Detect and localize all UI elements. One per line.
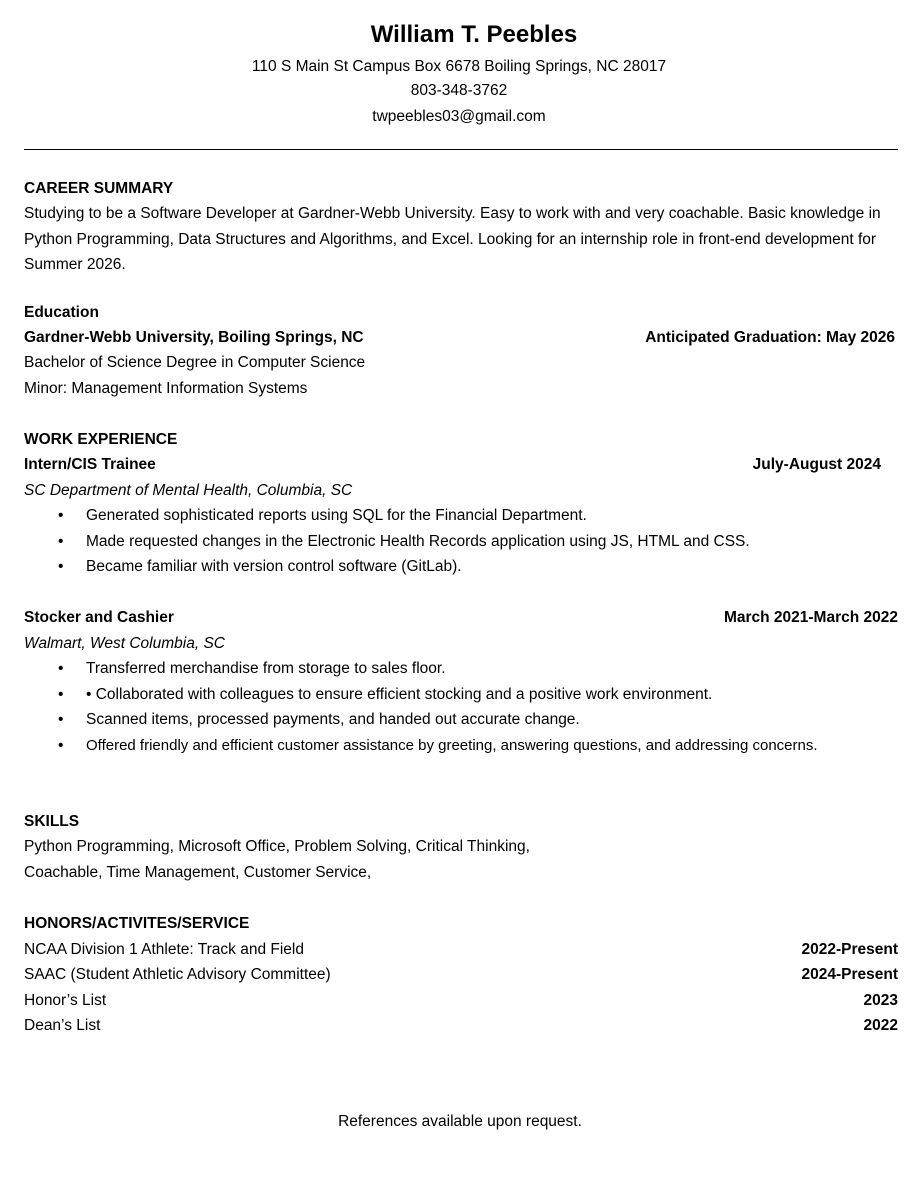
bullet-marker: • — [58, 533, 64, 550]
header-divider — [24, 149, 898, 150]
bullet-marker: • — [58, 507, 64, 524]
job-dates: July-August 2024 — [752, 456, 881, 473]
job-title: Stocker and Cashier — [24, 609, 174, 626]
email: twpeebles03@gmail.com — [372, 108, 546, 125]
job-title: Intern/CIS Trainee — [24, 456, 156, 473]
phone: 803-348-3762 — [410, 82, 508, 99]
bullet-marker: • — [58, 558, 64, 575]
job-bullet: Transferred merchandise from storage to sales floor. — [86, 660, 446, 677]
job-bullet: Offered friendly and efficient customer assistance by greeting, answering questions, and addressing concerns. — [86, 737, 818, 754]
applicant-name: William T. Peebles — [370, 21, 578, 48]
minor: Minor: Management Information Systems — [24, 380, 308, 397]
job-bullet: Scanned items, processed payments, and handed out accurate change. — [86, 711, 580, 728]
job-employer: SC Department of Mental Health, Columbia, SC — [24, 482, 353, 499]
honor-date: 2024-Present — [801, 966, 898, 983]
work-experience-heading: WORK EXPERIENCE — [24, 431, 178, 448]
job-bullet: Made requested changes in the Electronic Health Records application using JS, HTML and CSS. — [86, 533, 750, 550]
skills-heading: SKILLS — [24, 813, 80, 830]
bullet-marker: • — [58, 711, 64, 728]
honor-label: Honor’s List — [24, 992, 107, 1009]
job-bullet: • Collaborated with colleagues to ensure efficient stocking and a positive work environment. — [86, 686, 713, 703]
job-bullet: Became familiar with version control software (GitLab). — [86, 558, 462, 575]
job-dates: March 2021-March 2022 — [723, 609, 898, 626]
honor-date: 2022-Present — [801, 941, 898, 958]
honor-date: 2022 — [863, 1017, 898, 1034]
degree: Bachelor of Science Degree in Computer Science — [24, 354, 366, 371]
skills-line: Python Programming, Microsoft Office, Problem Solving, Critical Thinking, — [24, 838, 530, 855]
address: 110 S Main St Campus Box 6678 Boiling Springs, NC 28017 — [251, 58, 667, 75]
job-employer: Walmart, West Columbia, SC — [24, 635, 225, 652]
career-summary-text: Studying to be a Software Developer at Gardner-Webb University. Easy to work with and very coachable. Basic knowledge in Python Programming, Data Structures and Algorithms, and Excel. Looking for an internship role in front-end development for Summer 2026. — [24, 205, 881, 274]
honor-label: NCAA Division 1 Athlete: Track and Field — [24, 941, 304, 958]
references-note: References available upon request. — [338, 1113, 582, 1130]
honor-date: 2023 — [863, 992, 898, 1009]
graduation-date: Anticipated Graduation: May 2026 — [645, 329, 895, 346]
career-summary-heading: CAREER SUMMARY — [24, 180, 174, 197]
honor-label: Dean’s List — [24, 1017, 101, 1034]
school-name: Gardner-Webb University, Boiling Springs, NC — [24, 329, 364, 346]
education-heading: Education — [24, 304, 99, 321]
bullet-marker: • — [58, 737, 64, 754]
skills-line: Coachable, Time Management, Customer Service, — [24, 864, 372, 881]
honors-heading: HONORS/ACTIVITES/SERVICE — [24, 915, 250, 932]
honor-label: SAAC (Student Athletic Advisory Committee) — [24, 966, 331, 983]
bullet-marker: • — [58, 686, 64, 703]
bullet-marker: • — [58, 660, 64, 677]
job-bullet: Generated sophisticated reports using SQL for the Financial Department. — [86, 507, 587, 524]
